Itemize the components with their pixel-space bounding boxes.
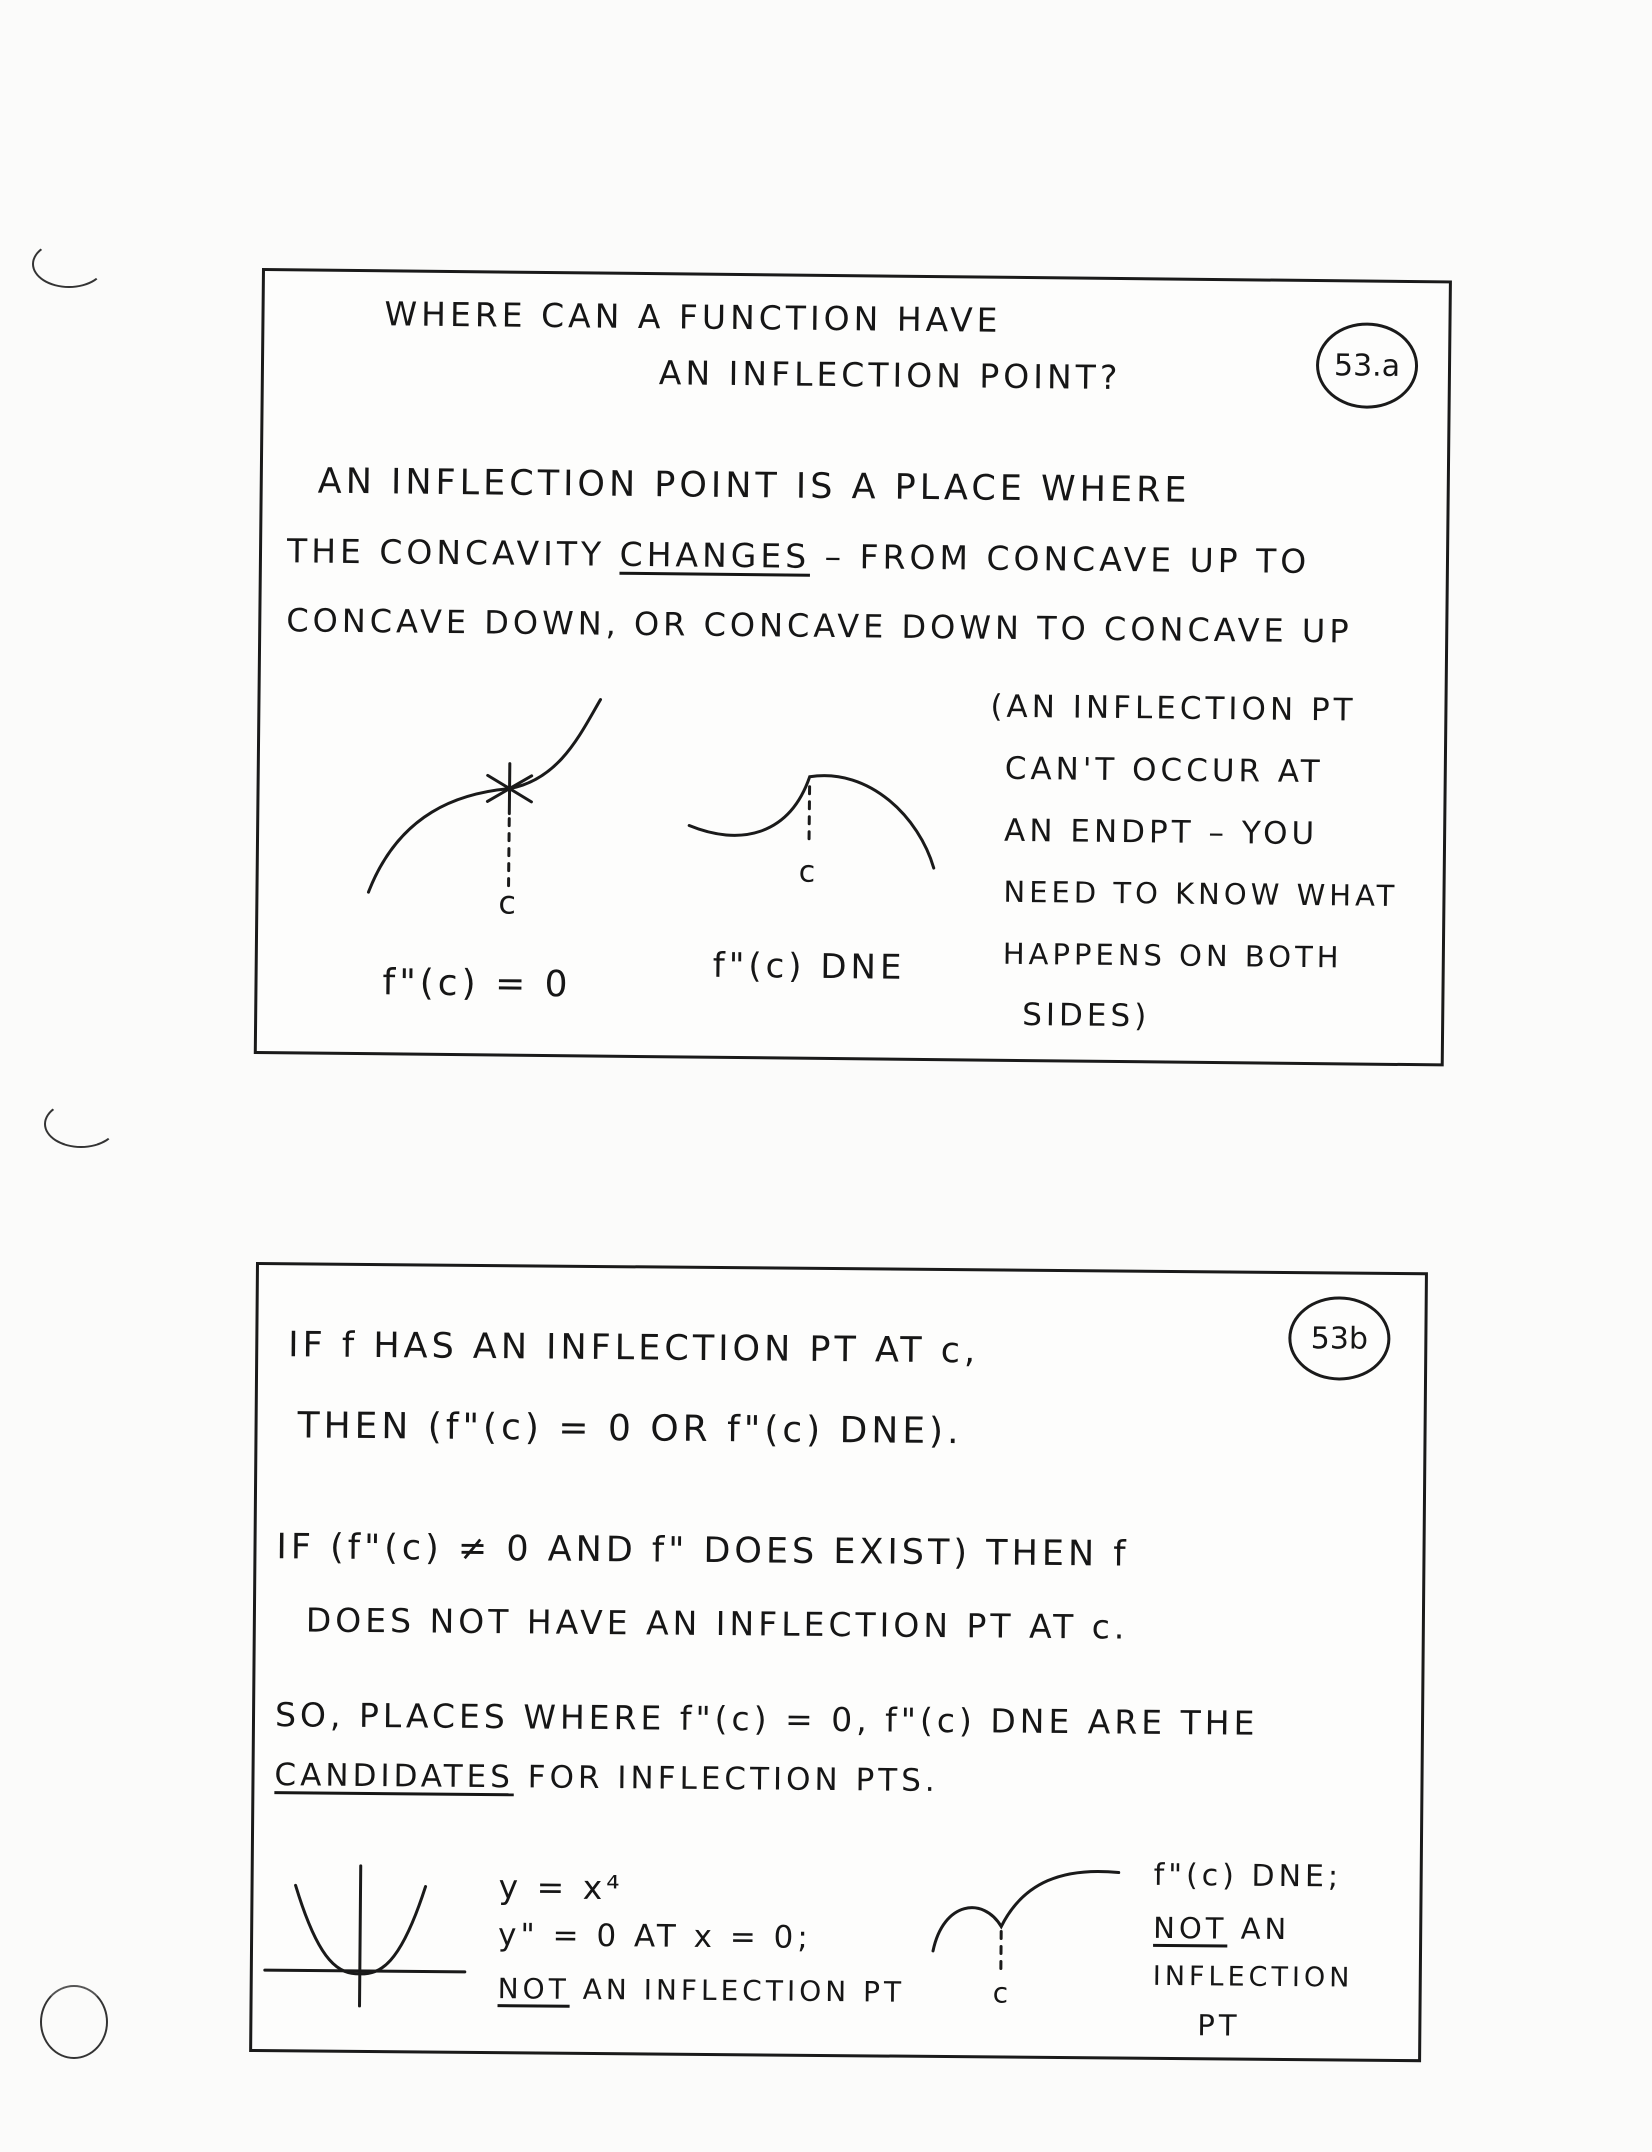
cusp-dne-sketch	[923, 1841, 1124, 1973]
sketch2-caption: f"(c) DNE	[712, 945, 906, 988]
sketch2-point-label: c	[798, 854, 820, 890]
slide-b-line2: THEN (f"(c) = 0 OR f"(c) DNE).	[297, 1405, 963, 1453]
slide-b-line6: CANDIDATES FOR INFLECTION PTS.	[274, 1757, 939, 1799]
example1-line3: NOT AN INFLECTION PT	[497, 1972, 906, 2009]
slide-53b	[249, 1262, 1428, 2062]
x4-graph-sketch	[265, 1855, 466, 2007]
example2-line3: INFLECTION	[1152, 1960, 1354, 1994]
endpoint-note-line5: HAPPENS ON BOTH	[1002, 936, 1343, 975]
binder-hole-bottom	[40, 1985, 108, 2059]
cusp-curve-sketch	[678, 745, 960, 908]
slide-b-line3: IF (f"(c) ≠ 0 AND f" DOES EXIST) THEN f	[276, 1527, 1130, 1575]
binder-hole-top	[32, 240, 106, 288]
example2-line1: f"(c) DNE;	[1153, 1857, 1343, 1895]
inflection-curve-sketch	[358, 692, 621, 955]
example2-point-label: c	[992, 1976, 1013, 2010]
sketch1-point-label: c	[498, 883, 521, 922]
endpoint-note-line3: AN ENDPT – YOU	[1003, 812, 1319, 853]
binder-hole-middle	[44, 1100, 118, 1148]
endpoint-note-line6: SIDES)	[1022, 997, 1151, 1035]
slide-b-line4: DOES NOT HAVE AN INFLECTION PT AT c.	[305, 1600, 1129, 1647]
slide-b-line5: SO, PLACES WHERE f"(c) = 0, f"(c) DNE ARE THE	[274, 1695, 1259, 1743]
slide-a-definition-line2: THE CONCAVITY CHANGES – FROM CONCAVE UP TO	[286, 531, 1311, 581]
example2-line4: PT	[1197, 2008, 1241, 2043]
example1-line2: y" = 0 AT x = 0;	[497, 1917, 812, 1956]
sketch1-caption: f"(c) = 0	[382, 962, 572, 1006]
slide-a-definition-line3: CONCAVE DOWN, OR CONCAVE DOWN TO CONCAVE UP	[286, 601, 1353, 651]
slide-a-definition-line1: AN INFLECTION POINT IS A PLACE WHERE	[317, 461, 1191, 511]
slide-a-title-line1: WHERE CAN A FUNCTION HAVE	[384, 294, 1002, 340]
candidates-underlined: CANDIDATES	[274, 1757, 515, 1796]
endpoint-note-line2: CAN'T OCCUR AT	[1004, 750, 1324, 791]
slide-a-title-line2: AN INFLECTION POINT?	[658, 353, 1122, 398]
example2-line2: NOT AN	[1153, 1910, 1291, 1947]
not-underlined-1: NOT	[497, 1972, 570, 2006]
slide-53a	[254, 268, 1452, 1066]
example1-line1: y = x⁴	[498, 1867, 624, 1908]
endpoint-note-line4: NEED TO KNOW WHAT	[1003, 874, 1399, 913]
not-underlined-2: NOT	[1153, 1910, 1228, 1946]
changes-underlined: CHANGES	[619, 534, 811, 576]
slide-b-line1: IF f HAS AN INFLECTION PT AT c,	[288, 1325, 980, 1372]
slide-a-number-badge: 53.a	[1316, 322, 1419, 409]
slide-b-number-badge: 53b	[1288, 1296, 1391, 1381]
endpoint-note-line1: (AN INFLECTION PT	[990, 688, 1357, 729]
